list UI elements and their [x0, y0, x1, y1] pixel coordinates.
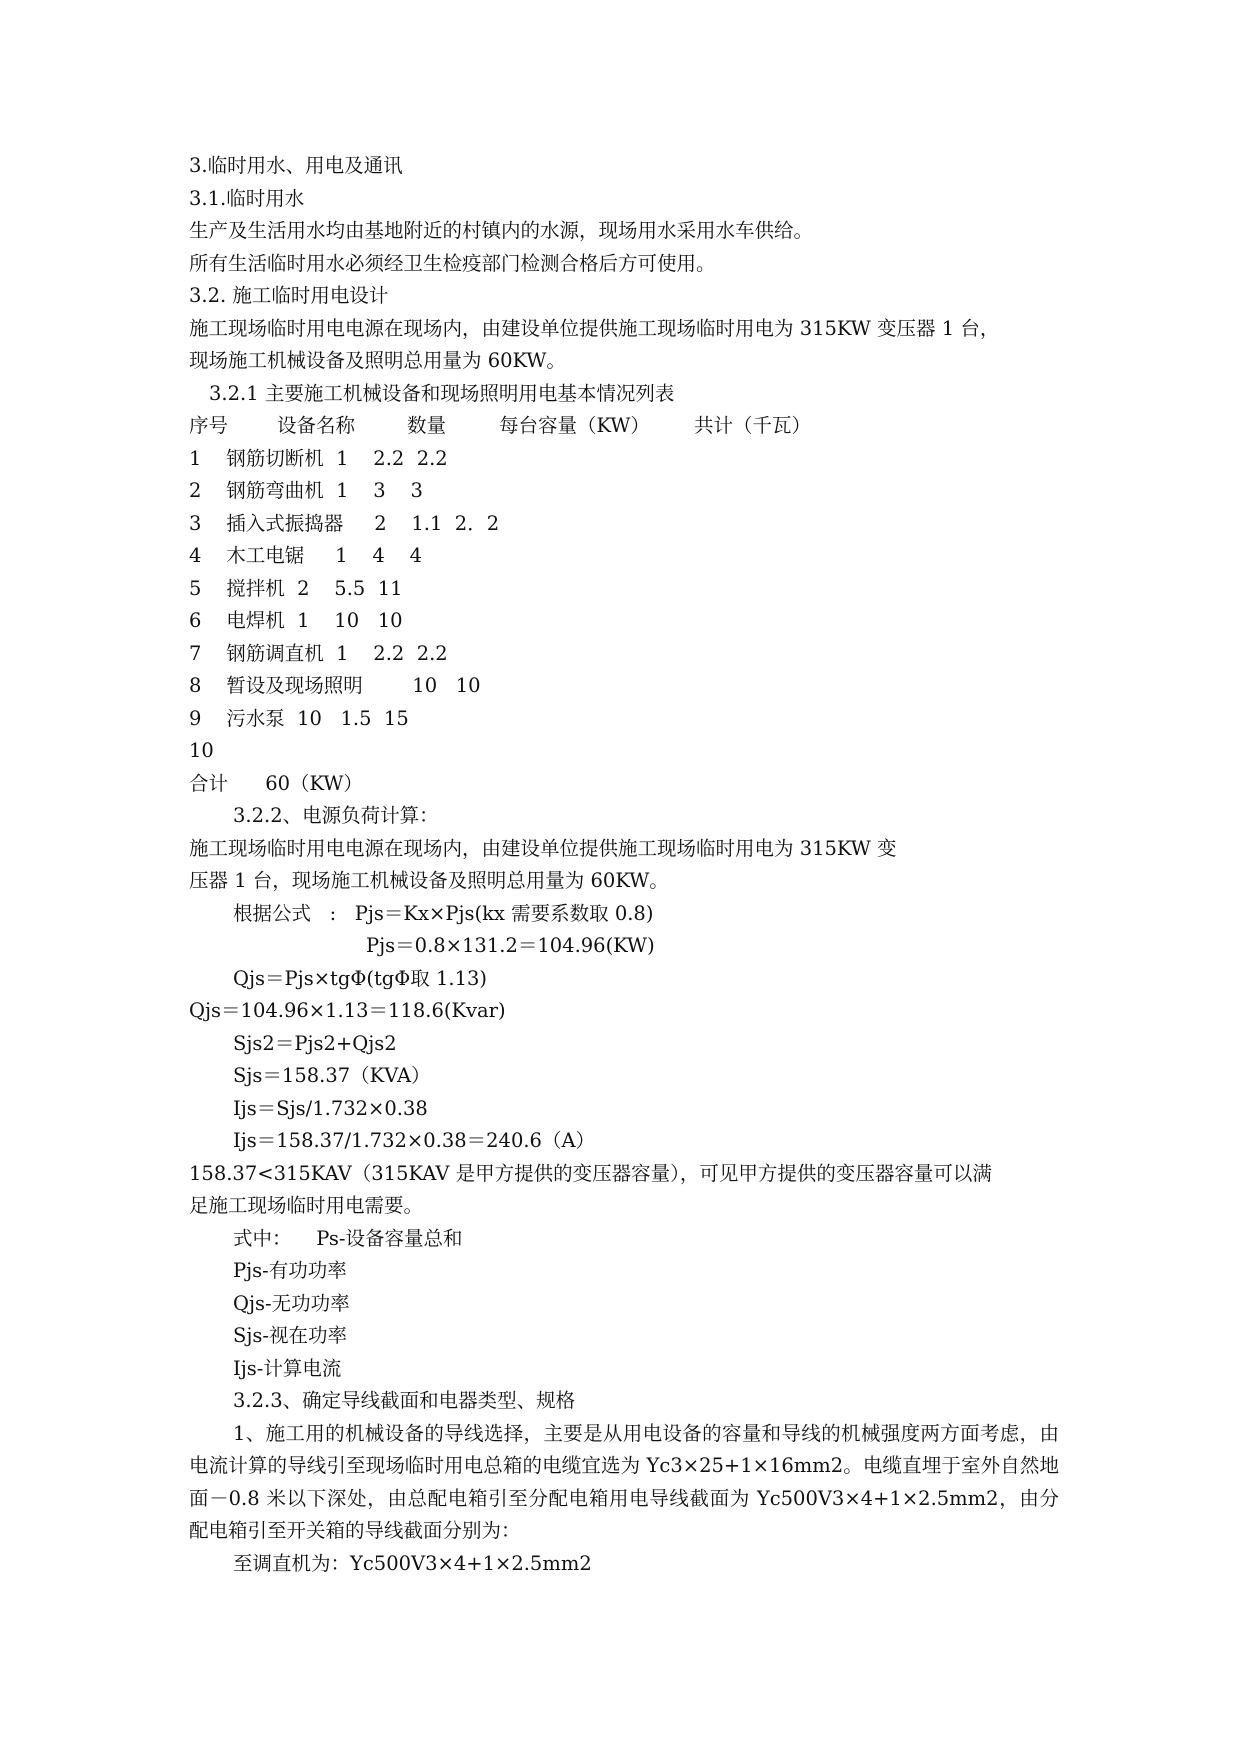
formula-ijs-value: Ijs＝158.37/1.732×0.38＝240.6（A）	[233, 1129, 596, 1152]
section-heading-3-2: 3.2. 施工临时用电设计	[189, 284, 389, 307]
table-row: 4 木工电锯 1 4 4	[189, 544, 423, 567]
formula-pjs-value: Pjs＝0.8×131.2＝104.96(KW)	[366, 934, 655, 957]
table-row: 6 电焊机 1 10 10	[189, 609, 403, 632]
formula-sjs-value: Sjs＝158.37（KVA）	[233, 1064, 431, 1087]
table-header-cell: 序号	[189, 414, 229, 437]
formula-qjs: Qjs＝Pjs×tgΦ(tgΦ取 1.13)	[233, 966, 487, 990]
equipment-table-header	[189, 410, 1059, 443]
section-heading-3-2-2: 3.2.2、电源负荷计算：	[233, 804, 439, 827]
formula-pjs: 根据公式 : Pjs＝Kx×Pjs(kx 需要系数取 0.8)	[233, 901, 654, 925]
paragraph-load-line2: 压器 1 台，现场施工机械设备及照明总用量为 60KW。	[189, 869, 669, 892]
table-row: 5 搅拌机 2 5.5 11	[189, 576, 403, 600]
section-heading-3: 3.临时用水、用电及通讯	[189, 154, 403, 177]
paragraph-power-source-line2: 现场施工机械设备及照明总用量为 60KW。	[189, 349, 566, 372]
table-row: 9 污水泵 10 1.5 15	[189, 706, 409, 730]
definition-ijs: Ijs-计算电流	[233, 1356, 342, 1380]
definition-pjs: Pjs-有功功率	[233, 1259, 347, 1282]
paragraph-straightener-cable: 至调直机为：Yc500V3×4+1×2.5mm2	[233, 1551, 592, 1575]
definition-ps: 式中： Ps-设备容量总和	[233, 1226, 463, 1250]
table-row: 10	[189, 739, 214, 762]
paragraph-water-source: 生产及生活用水均由基地附近的村镇内的水源，现场用水采用水车供给。	[189, 219, 814, 242]
formula-ijs: Ijs＝Sjs/1.732×0.38	[233, 1096, 428, 1120]
table-row: 3 插入式振捣器 2 1.1 2．2	[189, 511, 500, 535]
document-body	[189, 150, 1059, 1580]
table-header-cell: 设备名称	[277, 414, 356, 437]
paragraph-capacity-line2: 足施工现场临时用电需要。	[189, 1194, 424, 1217]
definition-sjs: Sjs-视在功率	[233, 1324, 348, 1347]
section-heading-3-2-1: 3.2.1 主要施工机械设备和现场照明用电基本情况列表	[209, 381, 675, 405]
paragraph-capacity-line1: 158.37<315KAV（315KAV 是甲方提供的变压器容量），可见甲方提供的变压器容量可以满	[189, 1161, 992, 1185]
table-row: 2 钢筋弯曲机 1 3 3	[189, 479, 423, 502]
formula-sjs: Sjs2＝Pjs2+Qjs2	[233, 1031, 397, 1055]
paragraph-load-line1: 施工现场临时用电电源在现场内，由建设单位提供施工现场临时用电为 315KW 变	[189, 836, 897, 860]
table-header-cell: 每台容量（KW）	[499, 414, 650, 437]
table-row: 1 钢筋切断机 1 2.2 2.2	[189, 446, 448, 470]
paragraph-power-source-line1: 施工现场临时用电电源在现场内，由建设单位提供施工现场临时用电为 315KW 变压器 1 台，	[189, 316, 1000, 340]
table-total-row: 合计 60（KW）	[189, 771, 363, 795]
table-header-cell: 共计（千瓦）	[694, 414, 812, 437]
table-row: 8 暂设及现场照明 10 10	[189, 674, 481, 697]
table-header-cell: 数量	[407, 414, 447, 437]
section-heading-3-2-3: 3.2.3、确定导线截面和电器类型、规格	[233, 1389, 576, 1412]
definition-qjs: Qjs-无功功率	[233, 1291, 350, 1315]
formula-qjs-value: Qjs＝104.96×1.13＝118.6(Kvar)	[189, 999, 506, 1022]
paragraph-water-inspection: 所有生活临时用水必须经卫生检疫部门检测合格后方可使用。	[189, 251, 716, 275]
table-row: 7 钢筋调直机 1 2.2 2.2	[189, 641, 448, 665]
section-heading-3-1: 3.1.临时用水	[189, 186, 305, 210]
paragraph-cable-selection: 1、施工用的机械设备的导线选择，主要是从用电设备的容量和导线的机械强度两方面考虑，由电流计算的导线引至现场临时用电总箱的电缆宜选为 Yc3×25+1×16mm2。电缆直埋于室外自然地面－0.8 米以下深处，由总配电箱引至分配电箱用电导线截面为 Yc500V3×4+1×2.5mm2，由分配电箱引至开关箱的导线截面分别为：	[189, 1421, 1059, 1542]
